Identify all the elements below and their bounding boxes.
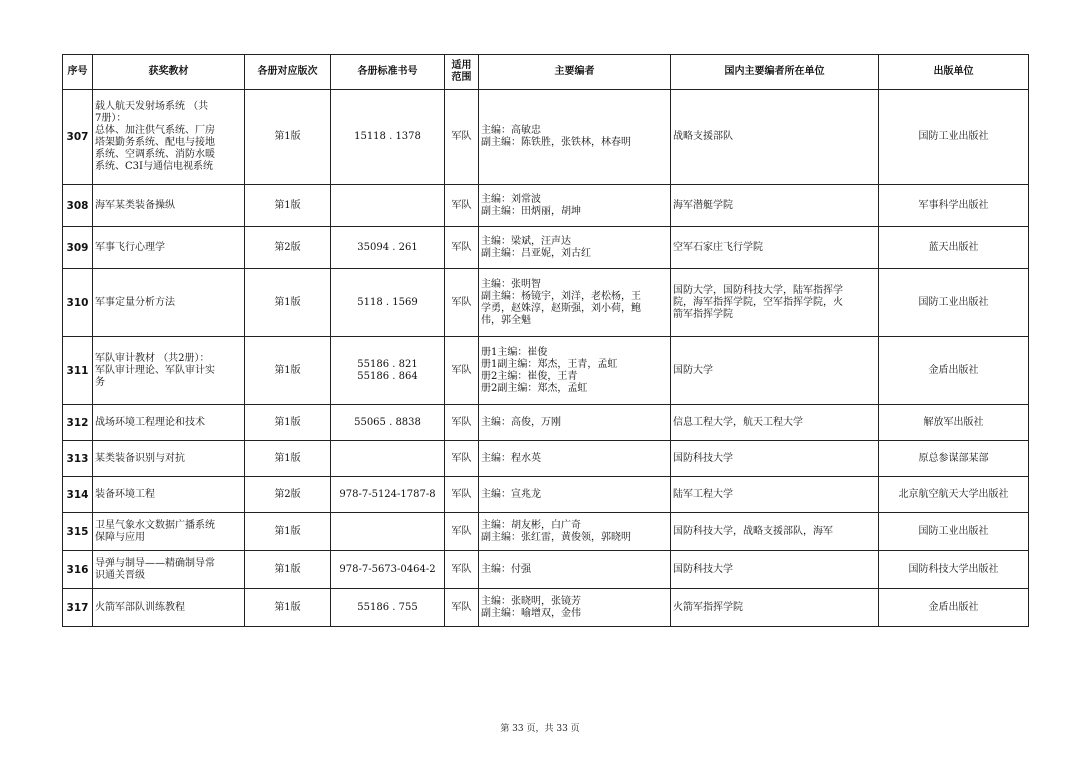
publisher-cell: 北京航空航天大学出版社 [879,477,1029,513]
scope-cell: 军队 [445,185,479,227]
page-footer: 第 33 页，共 33 页 [500,724,580,734]
row-number-cell: 312 [63,405,93,441]
isbn-cell [331,513,445,551]
editors-cell: 主编：宣兆龙 [479,477,671,513]
isbn-cell: 978-7-5124-1787-8 [331,477,445,513]
publisher-cell: 原总参谋部某部 [879,441,1029,477]
edition-cell: 第1版 [245,337,331,405]
scope-cell: 军队 [445,551,479,589]
table-row [63,269,1029,337]
scope-cell: 军队 [445,227,479,269]
table-row [63,405,1029,441]
book-title-cell: 装备环境工程 [93,477,245,513]
table-row [63,337,1029,405]
publisher-cell: 解放军出版社 [879,405,1029,441]
row-number-cell: 307 [63,90,93,185]
table-row [63,185,1029,227]
editors-cell: 册1主编：崔俊 册1副主编：郑杰，王青，孟虹 册2主编：崔俊，王青 册2副主编：郑杰，孟虹 [479,337,671,405]
editor-unit-cell: 海军潜艇学院 [671,185,879,227]
book-title-cell: 军事定量分析方法 [93,269,245,337]
row-number-cell: 310 [63,269,93,337]
book-title-cell: 卫星气象水文数据广播系统 保障与应用 [93,513,245,551]
publisher-cell: 国防科技大学出版社 [879,551,1029,589]
isbn-cell [331,185,445,227]
scope-cell: 军队 [445,441,479,477]
book-title-cell: 军事飞行心理学 [93,227,245,269]
editor-unit-cell: 国防科技大学，战略支援部队，海军 [671,513,879,551]
editor-unit-cell: 空军石家庄飞行学院 [671,227,879,269]
edition-cell: 第1版 [245,589,331,627]
edition-cell: 第2版 [245,227,331,269]
editors-cell: 主编：胡友彬，白广奇 副主编：张红雷，黄俊领，郭晓明 [479,513,671,551]
isbn-cell: 5118 . 1569 [331,269,445,337]
editor-unit-cell: 火箭军指挥学院 [671,589,879,627]
header-publisher: 出版单位 [879,55,1029,90]
publisher-cell: 金盾出版社 [879,589,1029,627]
isbn-cell: 55186 . 755 [331,589,445,627]
scope-cell: 军队 [445,589,479,627]
publisher-cell: 军事科学出版社 [879,185,1029,227]
edition-cell: 第1版 [245,405,331,441]
scope-cell: 军队 [445,477,479,513]
header-editors: 主要编者 [479,55,671,90]
isbn-cell: 35094 . 261 [331,227,445,269]
editors-cell: 主编：梁斌，汪声达 副主编：吕亚妮，刘古红 [479,227,671,269]
row-number-cell: 308 [63,185,93,227]
editors-cell: 主编：刘常波 副主编：田炳丽，胡坤 [479,185,671,227]
editor-unit-cell: 陆军工程大学 [671,477,879,513]
publisher-cell: 国防工业出版社 [879,90,1029,185]
edition-cell: 第1版 [245,551,331,589]
header-unit: 国内主要编者所在单位 [671,55,879,90]
book-title-cell: 火箭军部队训练教程 [93,589,245,627]
isbn-cell: 55065 . 8838 [331,405,445,441]
edition-cell: 第1版 [245,441,331,477]
scope-cell: 军队 [445,513,479,551]
publisher-cell: 蓝天出版社 [879,227,1029,269]
editors-cell: 主编：高敏忠 副主编：陈铁胜，张铁林，林春明 [479,90,671,185]
awards-table [62,54,1029,627]
editors-cell: 主编：张明智 副主编：杨镜宇，刘洋，老松杨，王 学勇，赵姝淳，赵斯强，刘小荷，鲍 伟，郭全魁 [479,269,671,337]
editor-unit-cell: 国防科技大学 [671,441,879,477]
book-title-cell: 海军某类装备操纵 [93,185,245,227]
row-number-cell: 309 [63,227,93,269]
row-number-cell: 311 [63,337,93,405]
table-row [63,477,1029,513]
publisher-cell: 国防工业出版社 [879,513,1029,551]
row-number-cell: 314 [63,477,93,513]
header-edition: 各册对应版次 [245,55,331,90]
table-row [63,589,1029,627]
row-number-cell: 316 [63,551,93,589]
scope-cell: 军队 [445,405,479,441]
row-number-cell: 317 [63,589,93,627]
table-row [63,227,1029,269]
book-title-cell: 战场环境工程理论和技术 [93,405,245,441]
book-title-cell: 载人航天发射场系统 （共 7册）： 总体、加注供气系统、厂房 塔架勤务系统、配电与接地 系统、空调系统、消防水暖 系统、C3I与通信电视系统 [93,90,245,185]
editors-cell: 主编：付强 [479,551,671,589]
row-number-cell: 315 [63,513,93,551]
header-isbn: 各册标准书号 [331,55,445,90]
editors-cell: 主编：高俊，万刚 [479,405,671,441]
header-no: 序号 [63,55,93,90]
row-number-cell: 313 [63,441,93,477]
table-row [63,551,1029,589]
scope-cell: 军队 [445,90,479,185]
editor-unit-cell: 国防科技大学 [671,551,879,589]
header-title: 获奖教材 [93,55,245,90]
isbn-cell [331,441,445,477]
header-scope: 适用 范围 [445,55,479,90]
editor-unit-cell: 战略支援部队 [671,90,879,185]
scope-cell: 军队 [445,337,479,405]
table-row [63,441,1029,477]
isbn-cell: 978-7-5673-0464-2 [331,551,445,589]
edition-cell: 第1版 [245,185,331,227]
scope-cell: 军队 [445,269,479,337]
editors-cell: 主编：程水英 [479,441,671,477]
book-title-cell: 某类装备识别与对抗 [93,441,245,477]
editor-unit-cell: 国防大学，国防科技大学，陆军指挥学 院，海军指挥学院，空军指挥学院，火 箭军指挥学院 [671,269,879,337]
table-row [63,90,1029,185]
isbn-cell: 15118 . 1378 [331,90,445,185]
edition-cell: 第2版 [245,477,331,513]
table-header-row [63,55,1029,90]
editors-cell: 主编：张晓明，张镜芳 副主编：喻增双，金伟 [479,589,671,627]
edition-cell: 第1版 [245,90,331,185]
edition-cell: 第1版 [245,513,331,551]
editor-unit-cell: 信息工程大学，航天工程大学 [671,405,879,441]
isbn-cell: 55186 . 821 55186 . 864 [331,337,445,405]
table-row [63,513,1029,551]
editor-unit-cell: 国防大学 [671,337,879,405]
publisher-cell: 国防工业出版社 [879,269,1029,337]
book-title-cell: 导弹与制导——精确制导常 识通关晋级 [93,551,245,589]
book-title-cell: 军队审计教材 （共2册）： 军队审计理论、军队审计实 务 [93,337,245,405]
publisher-cell: 金盾出版社 [879,337,1029,405]
edition-cell: 第1版 [245,269,331,337]
